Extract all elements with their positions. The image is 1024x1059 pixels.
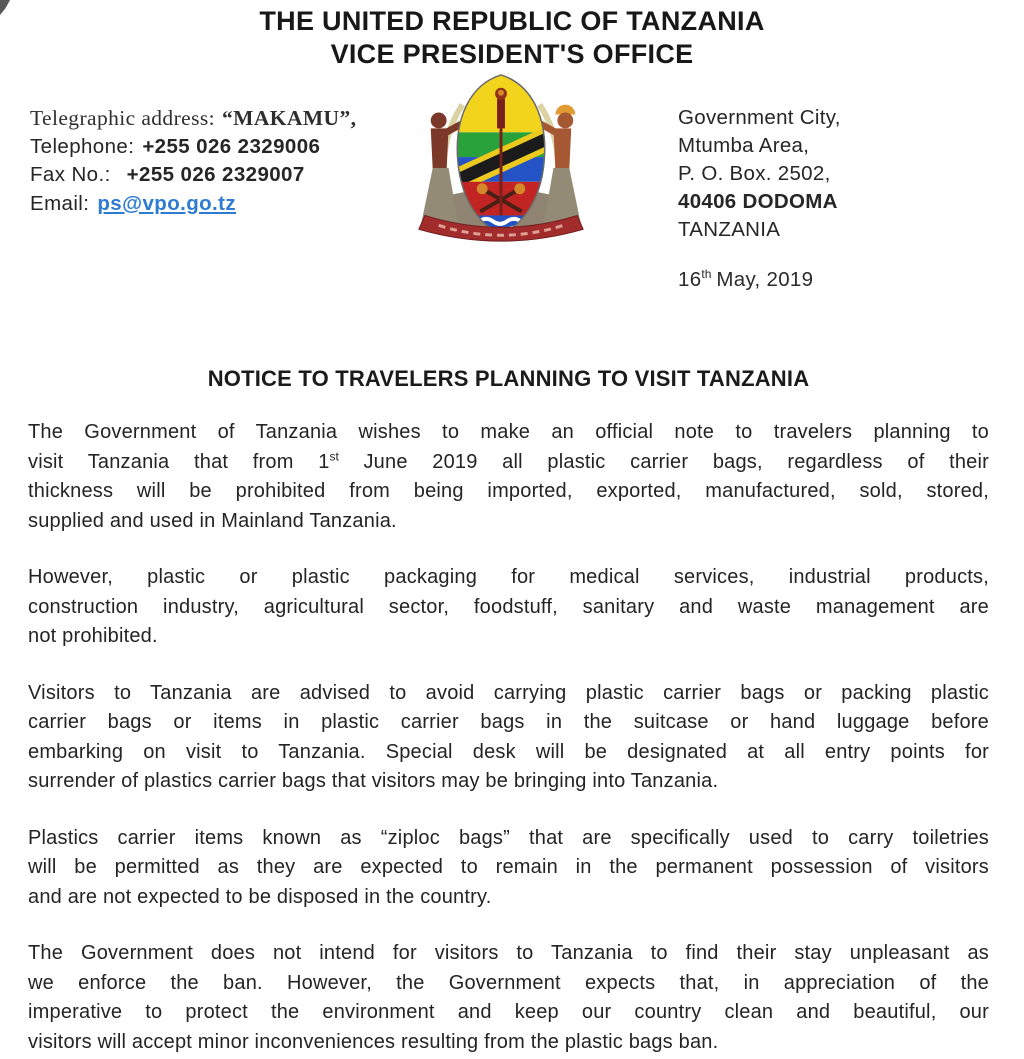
text-line: embarking on visit to Tanzania. Special desk will be designated at all entry points for (28, 740, 989, 763)
letter-body (0, 366, 1024, 1059)
text-line: supplied and used in Mainland Tanzania. (28, 509, 397, 532)
superscript: st (329, 448, 339, 463)
fax-number: +255 026 2329007 (126, 163, 305, 186)
telephone-line (30, 133, 356, 162)
text-line: we enforce the ban. However, the Government expects that, in appreciation of the (28, 971, 989, 994)
email-line (30, 190, 356, 219)
address-block (678, 104, 841, 244)
date-ordinal: th (701, 267, 712, 282)
text-line: construction industry, agricultural sector, foodstuff, sanitary and waste management are (28, 595, 989, 618)
address-line: Mtumba Area, (678, 134, 810, 157)
telephone-label: Telephone: (30, 134, 135, 158)
paragraph-4 (28, 824, 989, 913)
address-line: Government City, (678, 106, 841, 129)
text-line: The Government does not intend for visitors to Tanzania to find their stay unpleasant as (28, 942, 989, 964)
paragraph-2 (28, 563, 989, 652)
text-line: Plastics carrier items known as “ziploc bags” that are specifically used to carry toiletries (28, 826, 989, 849)
date-day: 16 (678, 268, 702, 291)
notice-title: NOTICE TO TRAVELERS PLANNING TO VISIT TANZANIA (207, 366, 810, 391)
email-link[interactable]: ps@vpo.go.tz (97, 191, 237, 215)
paragraph-1 (28, 418, 989, 536)
text-line: However, plastic or plastic packaging for medical services, industrial products, (28, 566, 989, 588)
text-line: not prohibited. (28, 625, 158, 647)
text-line: thickness will be prohibited from being imported, exported, manufactured, sold, stored, (28, 480, 989, 502)
address-line: P. O. Box. 2502, (678, 162, 831, 185)
telephone-number: +255 026 2329006 (142, 134, 321, 158)
text-line: Visitors to Tanzania are advised to avoid carrying plastic carrier bags or packing plastic (28, 681, 989, 704)
address-line-postcode: 40406 DODOMA (678, 190, 838, 213)
paragraph-3 (28, 679, 989, 797)
text-line: will be permitted as they are expected to remain in the permanent possession of visitors (28, 856, 989, 878)
email-label: Email: (30, 191, 90, 215)
telegraphic-value: “MAKAMU”, (222, 106, 357, 130)
contact-block (30, 104, 356, 218)
telegraphic-address-line (30, 104, 356, 133)
telegraphic-label: Telegraphic address: (30, 106, 215, 130)
text-line: surrender of plastics carrier bags that visitors may be bringing into Tanzania. (28, 770, 719, 792)
date-month-year: May, 2019 (716, 268, 814, 291)
address-line-country: TANZANIA (678, 218, 781, 241)
text-line: imperative to protect the environment and keep our country clean and beautiful, our (28, 1001, 989, 1023)
fax-label: Fax No.: (30, 163, 111, 186)
letter-date (678, 268, 813, 292)
fax-line (30, 161, 356, 190)
crest-container (407, 70, 595, 258)
office-title: VICE PRESIDENT'S OFFICE (330, 39, 694, 69)
tanzania-coat-of-arms-icon (407, 70, 595, 258)
text-line: visitors will accept minor inconveniences resulting from the plastic bags ban. (28, 1030, 719, 1053)
paragraph-5 (28, 939, 989, 1057)
text-line: visit Tanzania that from 1st June 2019 all plastic carrier bags, regardless of their (28, 448, 989, 473)
text-line: carrier bags or items in plastic carrier bags in the suitcase or hand luggage before (28, 711, 989, 733)
text-line: and are not expected to be disposed in the country. (28, 885, 492, 908)
text-line: The Government of Tanzania wishes to make an official note to travelers planning to (28, 421, 989, 443)
country-title: THE UNITED REPUBLIC OF TANZANIA (259, 6, 765, 36)
masthead (0, 0, 1024, 71)
